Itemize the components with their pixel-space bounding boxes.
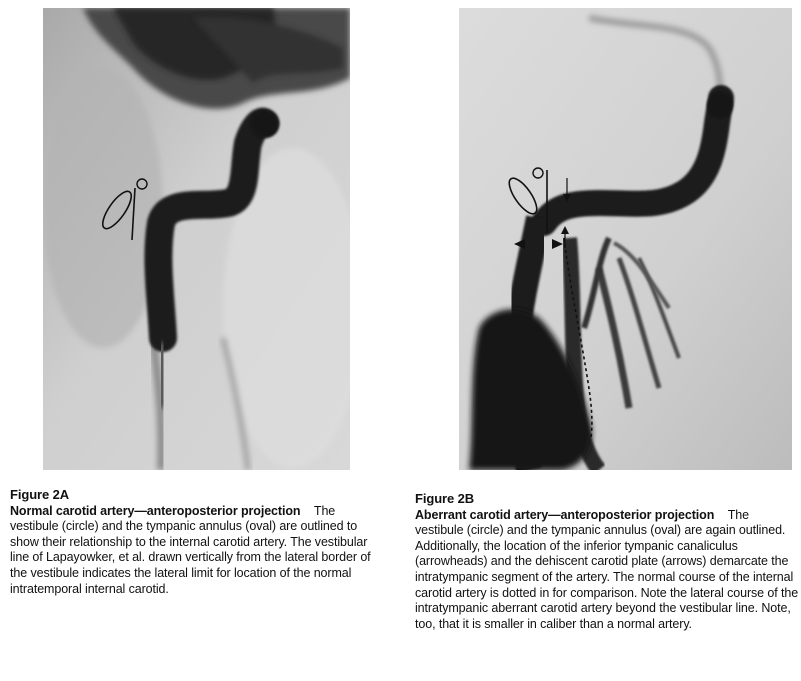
figure-2a-label: Figure 2A	[10, 487, 70, 502]
figure-2b-title: Aberrant carotid artery—anteroposterior projection	[415, 507, 715, 522]
figure-2b-caption	[415, 491, 799, 632]
figure-2b-label: Figure 2B	[415, 491, 475, 506]
figure-2a-title: Normal carotid artery—anteroposterior projection	[10, 503, 301, 518]
figure-2b-angiogram-drawing	[459, 8, 792, 470]
figure-2b-body: The vestibule (circle) and the tympanic annulus (oval) are again outlined. Additionally, the location of the inferior tympanic canaliculus (arrowheads) and the dehiscent carotid plate (arrows) demarcate the intratympanic segment of the artery. The normal course of the internal carotid artery is dotted in for comparison. Note the lateral course of the intratympanic aberrant carotid artery beyond the vestibular line. Note, too, that it is smaller in caliber than a normal artery.	[415, 507, 799, 631]
figure-2a-angiogram-drawing	[43, 8, 350, 470]
figure-2b-angiogram-image	[459, 8, 792, 470]
figure-2a-body: The vestibule (circle) and the tympanic annulus (oval) are outlined to show their relationship to the internal carotid artery. The vestibular line of Lapayowker, et al. drawn vertically from the lateral border of the vestibule indicates the lateral limit for location of the normal intratemporal internal carotid.	[10, 503, 371, 596]
figure-2a-caption	[10, 487, 382, 597]
figure-2a-angiogram-image	[43, 8, 350, 470]
